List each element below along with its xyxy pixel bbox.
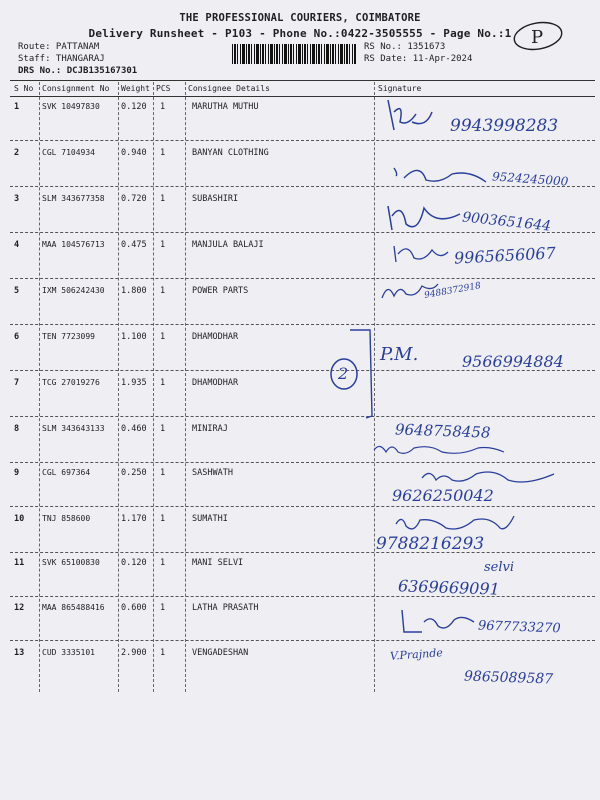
row-2-weight: 0.940 <box>121 148 147 158</box>
row-9-sno: 9 <box>14 468 20 478</box>
drs-number: DRS No.: DCJB135167301 <box>18 66 138 76</box>
row-7-pcs: 1 <box>160 378 166 388</box>
row-3-consignment: SLM 343677358 <box>42 194 105 203</box>
signature-3-phone: 9003651644 <box>461 209 552 235</box>
row-4-consignment: MAA 104576713 <box>42 240 105 249</box>
row-10-pcs: 1 <box>160 514 166 524</box>
signature-3-scribble <box>384 196 464 236</box>
row-13-consignee: VENGADESHAN <box>192 648 249 658</box>
row-divider <box>10 596 595 597</box>
row-divider <box>10 640 595 641</box>
row-7-weight: 1.935 <box>121 378 147 388</box>
staff-label: Staff: THANGARAJ <box>18 54 105 64</box>
row-1-consignment: SVK 10497830 <box>42 102 100 111</box>
signature-4-scribble <box>392 240 452 266</box>
row-13-pcs: 1 <box>160 648 166 658</box>
signature-6-name: P.M. <box>380 344 419 365</box>
rs-date: RS Date: 11-Apr-2024 <box>364 54 473 64</box>
col-divider <box>153 82 154 692</box>
signature-10-phone: 9788216293 <box>376 534 485 554</box>
row-8-consignment: SLM 343643133 <box>42 424 105 433</box>
row-6-consignee: DHAMODHAR <box>192 332 239 342</box>
runsheet-title: Delivery Runsheet - P103 - Phone No.:0422-3505555 - Page No.:1 <box>88 27 512 40</box>
row-1-pcs: 1 <box>160 102 166 112</box>
row-2-consignment: CGL 7104934 <box>42 148 95 157</box>
row-4-pcs: 1 <box>160 240 166 250</box>
route-label: Route: PATTANAM <box>18 42 100 52</box>
row-9-consignment: CGL 697364 <box>42 468 91 477</box>
row-3-pcs: 1 <box>160 194 166 204</box>
col-consignee: Consignee Details <box>188 84 270 93</box>
row-10-weight: 1.170 <box>121 514 147 524</box>
signature-5-phone: 9488372918 <box>423 281 482 301</box>
row-4-sno: 4 <box>14 240 20 250</box>
row-12-sno: 12 <box>14 603 25 613</box>
col-sno: S No <box>14 84 34 93</box>
row-7-consignment: TCG 27019276 <box>42 378 100 387</box>
signature-9-scribble <box>418 464 558 486</box>
row-divider <box>10 232 595 233</box>
signature-12-phone: 9677733270 <box>477 618 561 637</box>
header-bottom-rule <box>10 96 595 97</box>
row-5-sno: 5 <box>14 286 20 296</box>
signature-13-name: V.Prajnde <box>389 646 444 663</box>
row-2-pcs: 1 <box>160 148 166 158</box>
signature-1-scribble <box>382 92 442 140</box>
signature-4-phone: 9965656067 <box>453 243 557 268</box>
signature-6-phone: 9566994884 <box>462 352 564 371</box>
row-divider <box>10 552 595 553</box>
row-11-consignment: SVK 65100830 <box>42 558 100 567</box>
row-9-weight: 0.250 <box>121 468 147 478</box>
row-10-consignee: SUMATHI <box>192 514 228 524</box>
row-divider <box>10 278 595 279</box>
col-weight: Weight <box>121 84 150 93</box>
row-12-weight: 0.600 <box>121 603 147 613</box>
signature-9-phone: 9626250042 <box>392 486 494 505</box>
row-1-weight: 0.120 <box>121 102 147 112</box>
signature-12-scribble <box>398 606 478 636</box>
row-6-sno: 6 <box>14 332 20 342</box>
row-divider <box>10 416 595 417</box>
row-2-sno: 2 <box>14 148 20 158</box>
row-12-consignee: LATHA PRASATH <box>192 603 259 613</box>
row-12-consignment: MAA 865488416 <box>42 603 105 612</box>
row-1-consignee: MARUTHA MUTHU <box>192 102 259 112</box>
col-divider <box>39 82 40 692</box>
circled-number-bracket <box>326 322 382 422</box>
row-8-sno: 8 <box>14 424 20 434</box>
signature-10-scribble <box>390 510 520 536</box>
row-divider <box>10 140 595 141</box>
row-8-pcs: 1 <box>160 424 166 434</box>
rs-number: RS No.: 1351673 <box>364 42 446 52</box>
row-5-consignment: IXM 506242430 <box>42 286 105 295</box>
col-signature: Signature <box>378 84 422 93</box>
row-13-consignment: CUD 3335101 <box>42 648 95 657</box>
row-5-consignee: POWER PARTS <box>192 286 249 296</box>
row-9-consignee: SASHWATH <box>192 468 233 478</box>
row-7-sno: 7 <box>14 378 20 388</box>
row-13-sno: 13 <box>14 648 25 658</box>
row-10-sno: 10 <box>14 514 25 524</box>
row-divider <box>10 186 595 187</box>
barcode <box>232 44 356 64</box>
row-7-consignee: DHAMODHAR <box>192 378 239 388</box>
row-4-weight: 0.475 <box>121 240 147 250</box>
col-consignment: Consignment No <box>42 84 110 93</box>
signature-13-phone: 9865089587 <box>463 668 554 688</box>
row-11-weight: 0.120 <box>121 558 147 568</box>
row-divider <box>10 506 595 507</box>
col-divider <box>185 82 186 692</box>
row-divider <box>10 462 595 463</box>
row-3-weight: 0.720 <box>121 194 147 204</box>
row-6-weight: 1.100 <box>121 332 147 342</box>
company-title: THE PROFESSIONAL COURIERS, COIMBATORE <box>179 12 421 24</box>
row-divider <box>10 324 595 325</box>
row-5-weight: 1.800 <box>121 286 147 296</box>
row-12-pcs: 1 <box>160 603 166 613</box>
row-1-sno: 1 <box>14 102 20 112</box>
col-pcs: PCS <box>156 84 171 93</box>
row-11-sno: 11 <box>14 558 25 568</box>
row-10-consignment: TNJ 858600 <box>42 514 91 523</box>
header-top-rule <box>10 80 595 81</box>
row-3-consignee: SUBASHIRI <box>192 194 239 204</box>
signature-8-phone: 9648758458 <box>394 420 491 442</box>
row-8-weight: 0.460 <box>121 424 147 434</box>
row-9-pcs: 1 <box>160 468 166 478</box>
row-4-consignee: MANJULA BALAJI <box>192 240 264 250</box>
row-5-pcs: 1 <box>160 286 166 296</box>
handwritten-p-mark <box>510 18 566 54</box>
signature-1-phone: 9943998283 <box>450 116 559 136</box>
signature-2-scribble <box>390 158 490 192</box>
signature-8-scribble <box>370 438 510 460</box>
row-6-consignment: TEN 7723099 <box>42 332 95 341</box>
signature-11-phone: 6369669091 <box>397 576 501 599</box>
col-divider <box>118 82 119 692</box>
row-8-consignee: MINIRAJ <box>192 424 228 434</box>
signature-11-name: selvi <box>484 560 515 575</box>
row-3-sno: 3 <box>14 194 20 204</box>
row-13-weight: 2.900 <box>121 648 147 658</box>
circled-number: 2 <box>338 364 349 383</box>
row-2-consignee: BANYAN CLOTHING <box>192 148 269 158</box>
row-6-pcs: 1 <box>160 332 166 342</box>
row-11-pcs: 1 <box>160 558 166 568</box>
signature-2-phone: 9524245000 <box>491 169 569 189</box>
row-11-consignee: MANI SELVI <box>192 558 244 568</box>
p-mark-letter: P <box>531 27 544 48</box>
